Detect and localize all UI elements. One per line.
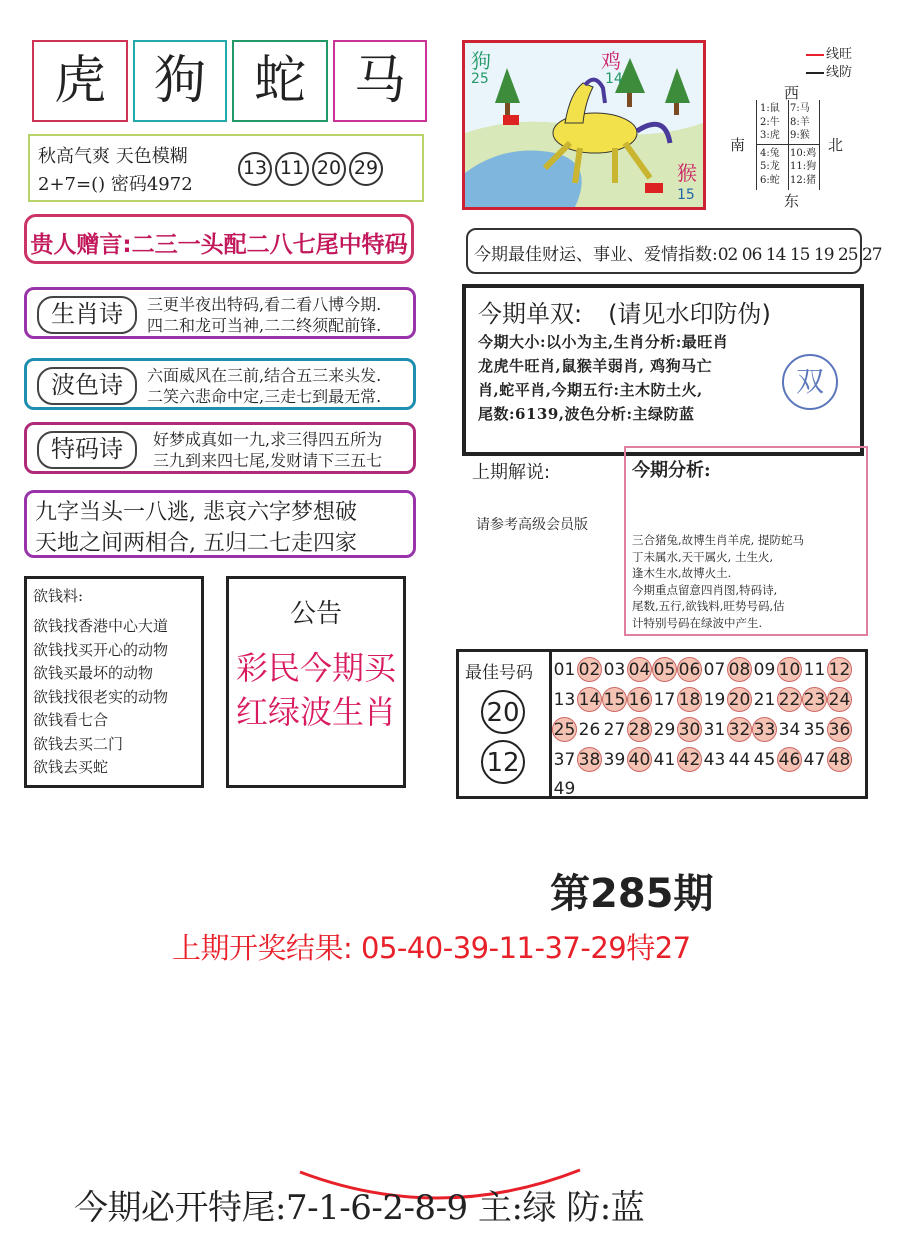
highlighted-number: 48	[827, 747, 852, 772]
number-circle: 11	[275, 152, 309, 186]
number: 26	[578, 720, 601, 740]
legend-fang-label: 线防	[826, 65, 853, 80]
number: 07	[703, 660, 726, 680]
last-period-title: 上期解说:	[472, 462, 551, 483]
money-item: 欲钱找香港中心大道	[33, 617, 169, 635]
notice-line1: 彩民今期买	[235, 649, 396, 687]
period-title: 第285期	[550, 871, 714, 917]
best-number-1: 20	[481, 690, 525, 734]
highlighted-number: 16	[627, 687, 652, 712]
highlighted-number: 25	[552, 717, 577, 742]
poem-line: 六面威风在三前,结合五三来头发.	[147, 366, 382, 385]
zodiac-box-2	[133, 40, 227, 122]
compass-item: 2:牛	[760, 116, 780, 128]
parity-line: 龙虎牛旺肖,鼠猴羊弱肖, 鸡狗马亡	[478, 357, 713, 375]
compass-item: 4:兔	[760, 147, 780, 159]
zodiac-picture	[462, 40, 706, 210]
notice-box	[226, 576, 406, 788]
zodiac-char: 虎	[53, 51, 106, 111]
legend-wang	[806, 46, 852, 64]
compass-item: 10:鸡	[790, 147, 817, 159]
compass-east: 东	[784, 192, 800, 210]
parity-line: 今期大小:以小为主,生肖分析:最旺肖	[478, 333, 729, 351]
zodiac-char: 狗	[153, 51, 206, 111]
poem-zodiac	[24, 287, 416, 339]
money-list	[33, 615, 168, 780]
analysis-line: 今期重点留意四肖图,特码诗,	[632, 582, 778, 597]
compass-item: 8:羊	[790, 116, 810, 128]
fortune-label: 今期最佳财运、事业、爱情指数:	[474, 245, 718, 265]
fortune-text	[474, 240, 882, 265]
compass-center-line	[788, 100, 789, 190]
highlighted-number: 23	[802, 687, 827, 712]
parity-heading	[478, 294, 771, 329]
poem-line: 三九到来四七尾,发财请下三五七	[153, 451, 383, 470]
compass-item: 7:马	[790, 103, 810, 114]
poem-line: 二笑六悲命中定,三走七到最无常.	[147, 387, 382, 406]
number-circle: 20	[312, 152, 346, 186]
analysis-lines	[632, 532, 804, 631]
money-item: 欲钱找买开心的动物	[33, 640, 169, 659]
compass-north: 北	[828, 136, 844, 154]
number-row	[552, 655, 858, 685]
number: 34	[778, 720, 801, 740]
poem-text	[147, 365, 422, 407]
highlighted-number: 32	[727, 717, 752, 742]
parity-heading-text: 今期单双:	[478, 300, 583, 328]
highlighted-number: 20	[727, 687, 752, 712]
money-item: 欲钱找很老实的动物	[33, 687, 169, 706]
weather-box	[28, 134, 424, 202]
compass-item: 5:龙	[760, 161, 780, 172]
poem-text	[147, 294, 422, 336]
poem-special	[24, 422, 416, 474]
highlighted-number: 05	[652, 657, 677, 682]
analysis-line: 三合猪兔,故博生肖羊虎, 提防蛇马	[632, 533, 804, 547]
notice-title: 公告	[289, 599, 342, 629]
compass-item: 1:鼠	[760, 103, 780, 114]
bottom-line: 今期必开特尾:7-1-6-2-8-9 主:绿 防:蓝	[74, 1188, 645, 1228]
highlighted-number: 08	[727, 657, 752, 682]
compass-item: 9:猴	[790, 130, 810, 141]
corner-label-br: 猴	[677, 161, 697, 185]
number: 27	[603, 720, 626, 740]
parity-note: (请见水印防伪)	[608, 300, 771, 328]
legend-wang-label: 线旺	[826, 47, 853, 62]
number: 43	[703, 750, 726, 770]
number: 09	[753, 660, 776, 680]
compass-item: 12:猪	[790, 174, 817, 186]
corner-num-tr: 14	[605, 71, 623, 87]
number: 01	[553, 660, 576, 680]
best-number-2: 12	[481, 740, 525, 784]
highlighted-number: 38	[577, 747, 602, 772]
number-row	[552, 775, 858, 805]
zodiac-char: 马	[353, 51, 406, 111]
parity-line: 尾数:6139,波色分析:主绿防蓝	[478, 405, 695, 423]
highlighted-number: 36	[827, 717, 852, 742]
zodiac-box-4	[333, 40, 427, 122]
stamp-seal: 双	[782, 354, 838, 410]
analysis-title: 今期分析:	[632, 460, 711, 481]
number: 41	[653, 750, 676, 770]
black-line-icon	[806, 72, 824, 74]
zodiac-char: 蛇	[253, 51, 306, 111]
analysis-line: 逢木生水,故博火土.	[632, 566, 732, 580]
noble-banner-text: 贵人赠言:二三一头配二八七尾中特码	[30, 232, 408, 258]
notice-line2: 红绿波生肖	[235, 693, 396, 731]
number-circle: 13	[238, 152, 272, 186]
number: 35	[803, 720, 826, 740]
highlighted-number: 15	[602, 687, 627, 712]
compass-item: 6:蛇	[760, 174, 780, 186]
zodiac-box-3	[232, 40, 328, 122]
red-line-icon	[806, 54, 824, 56]
number-row	[552, 715, 858, 745]
highlighted-number: 28	[627, 717, 652, 742]
poem-text	[153, 429, 428, 471]
number-row	[552, 745, 858, 775]
parity-box	[462, 284, 864, 456]
weather-line2: 2+7=() 密码4972	[38, 174, 193, 195]
number: 45	[753, 750, 776, 770]
number: 37	[553, 750, 576, 770]
highlighted-number: 22	[777, 687, 802, 712]
fortune-box	[466, 228, 882, 274]
highlighted-number: 24	[827, 687, 852, 712]
noble-banner	[24, 214, 414, 264]
poem-tag: 生肖诗	[37, 296, 137, 334]
analysis-line: 尾数,五行,欲钱料,旺势号码,估	[632, 599, 785, 613]
corner-label-tl: 狗	[471, 49, 491, 73]
poem-line: 好梦成真如一九,求三得四五所为	[153, 430, 383, 449]
number: 21	[753, 690, 776, 710]
poem-tag: 特码诗	[37, 431, 137, 469]
highlighted-number: 02	[577, 657, 602, 682]
money-title: 欲钱料:	[33, 587, 84, 605]
compass-item: 11:狗	[790, 161, 817, 172]
compass-left-col	[760, 102, 780, 187]
legend	[806, 46, 852, 82]
number-circle: 29	[349, 152, 383, 186]
last-result: 上期开奖结果: 05-40-39-11-37-29特27	[172, 931, 691, 965]
corner-label-tr: 鸡	[601, 49, 621, 73]
corner-num-br: 15	[677, 187, 695, 203]
best-title: 最佳号码	[465, 663, 533, 683]
number: 19	[703, 690, 726, 710]
number: 44	[728, 750, 751, 770]
compass-right-col	[790, 102, 816, 187]
highlighted-number: 40	[627, 747, 652, 772]
highlighted-number: 18	[677, 687, 702, 712]
money-box	[24, 576, 204, 788]
weather-line1: 秋高气爽 天色模糊	[38, 146, 188, 167]
highlighted-number: 42	[677, 747, 702, 772]
horse-illustration	[465, 43, 703, 207]
number-grid	[552, 655, 858, 805]
verse-line1: 九字当头一八逃, 悲哀六字梦想破	[35, 500, 357, 525]
last-period-note: 请参考高级会员版	[476, 517, 588, 533]
zodiac-box-1	[32, 40, 128, 122]
legend-fang	[806, 64, 852, 82]
analysis-line: 计特别号码在绿波中产生.	[632, 615, 763, 630]
weather-numbers	[238, 152, 386, 186]
poem-wave	[24, 358, 416, 410]
corner-num-tl: 25	[471, 71, 489, 87]
parity-lines	[478, 330, 728, 426]
analysis-line: 丁未属水,天干属火, 土生火,	[632, 549, 774, 564]
number: 03	[603, 660, 626, 680]
highlighted-number: 33	[752, 717, 777, 742]
fortune-numbers: 02 06 14 15 19 25 27	[717, 245, 882, 265]
poem-tag: 波色诗	[37, 367, 137, 405]
number: 39	[603, 750, 626, 770]
number: 31	[703, 720, 726, 740]
number: 47	[803, 750, 826, 770]
highlighted-number: 10	[777, 657, 802, 682]
compass	[726, 82, 856, 210]
number: 29	[653, 720, 676, 740]
verse-line2: 天地之间两相合, 五归二七走四家	[35, 531, 357, 556]
highlighted-number: 04	[627, 657, 652, 682]
poem-line: 三更半夜出特码,看二看八博今期.	[147, 295, 382, 314]
compass-south: 南	[730, 136, 746, 154]
highlighted-number: 30	[677, 717, 702, 742]
number: 13	[553, 690, 576, 710]
number: 11	[803, 660, 826, 680]
money-item: 欲钱去买蛇	[33, 758, 109, 776]
money-item: 欲钱去买二门	[33, 734, 124, 753]
number-row	[552, 685, 858, 715]
number: 17	[653, 690, 676, 710]
poem-line: 四二和龙可当神,二二终须配前锋.	[147, 316, 382, 335]
money-item: 欲钱看七合	[33, 711, 109, 729]
highlighted-number: 12	[827, 657, 852, 682]
money-item: 欲钱买最坏的动物	[33, 664, 154, 682]
compass-item: 3:虎	[760, 130, 780, 141]
analysis-box	[624, 446, 868, 636]
compass-west: 西	[784, 84, 800, 102]
highlighted-number: 14	[577, 687, 602, 712]
number: 49	[553, 779, 576, 799]
highlighted-number: 46	[777, 747, 802, 772]
parity-line: 肖,蛇平肖,今期五行:主木防土火,	[478, 381, 703, 399]
verse-box	[24, 490, 416, 558]
highlighted-number: 06	[677, 657, 702, 682]
